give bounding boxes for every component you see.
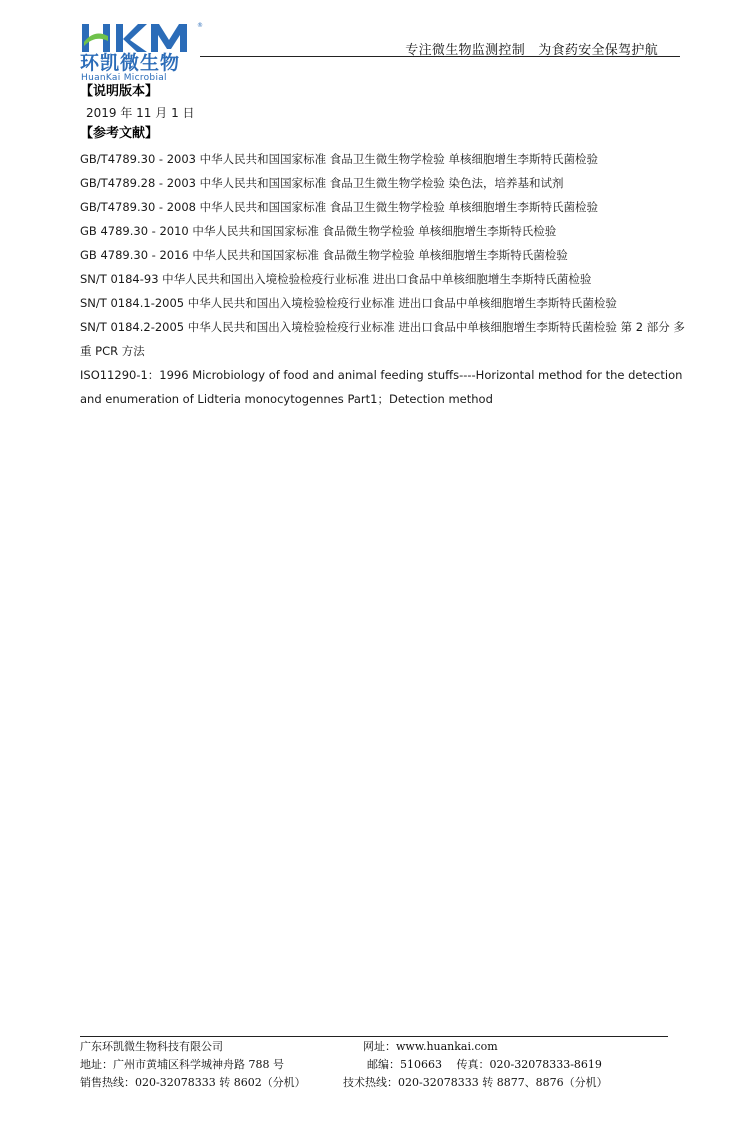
logo-english-name: HuanKai Microbial	[81, 73, 167, 83]
document-body	[80, 82, 690, 411]
hkm-logo-icon	[80, 22, 202, 54]
footer-tech-hotline: 技术热线：020-32078333 转 8877、8876（分机）	[343, 1076, 608, 1089]
header-slogan: 专注微生物监测控制 为食药安全保驾护航	[405, 43, 658, 58]
footer-company: 广东环凯微生物科技有限公司	[80, 1040, 223, 1053]
version-heading: 【说明版本】	[80, 84, 159, 99]
reference-item: GB 4789.30 - 2016 中华人民共和国国家标准 食品微生物学检验 单核细胞增生李斯特氏菌检验	[80, 248, 568, 262]
reference-item: GB 4789.30 - 2010 中华人民共和国国家标准 食品微生物学检验 单核细胞增生李斯特氏检验	[80, 224, 557, 238]
reference-list	[80, 147, 690, 411]
reference-item: GB/T4789.28 - 2003 中华人民共和国国家标准 食品卫生微生物学检验 染色法，培养基和试剂	[80, 176, 564, 190]
footer-row-3	[80, 1074, 680, 1092]
footer-website: 网址：www.huankai.com	[363, 1040, 498, 1053]
company-logo	[80, 22, 210, 82]
reference-item: SN/T 0184.2-2005 中华人民共和国出入境检验检疫行业标准 进出口食品中单核细胞增生李斯特氏菌检验 第 2 部分 多重 PCR 方法	[80, 320, 685, 358]
footer	[80, 1038, 680, 1092]
footer-postal-fax: 邮编：510663 传真：020-32078333-8619	[367, 1058, 602, 1071]
footer-row-2	[80, 1056, 680, 1074]
reference-item: ISO11290-1：1996 Microbiology of food and animal feeding stuffs----Horizontal method for the detection and enumeration of Lidteria monocytogennes Part1；Detection method	[80, 368, 683, 406]
logo-chinese-name: 环凯微生物	[80, 52, 181, 74]
references-heading: 【参考文献】	[80, 126, 159, 141]
footer-row-1	[80, 1038, 680, 1056]
footer-sales-hotline: 销售热线：020-32078333 转 8602（分机）	[80, 1076, 306, 1089]
reference-item: SN/T 0184-93 中华人民共和国出入境检验检疫行业标准 进出口食品中单核细胞增生李斯特氏菌检验	[80, 272, 592, 286]
footer-divider	[80, 1036, 668, 1037]
reference-item: GB/T4789.30 - 2003 中华人民共和国国家标准 食品卫生微生物学检验 单核细胞增生李斯特氏菌检验	[80, 152, 598, 166]
registered-mark: ®	[197, 22, 203, 29]
reference-item: GB/T4789.30 - 2008 中华人民共和国国家标准 食品卫生微生物学检验 单核细胞增生李斯特氏菌检验	[80, 200, 598, 214]
version-date: 2019 年 11 月 1 日	[86, 106, 195, 120]
header-divider	[200, 56, 680, 57]
footer-address: 地址：广州市黄埔区科学城神舟路 788 号	[80, 1058, 284, 1071]
reference-item: SN/T 0184.1-2005 中华人民共和国出入境检验检疫行业标准 进出口食品中单核细胞增生李斯特氏菌检验	[80, 296, 617, 310]
